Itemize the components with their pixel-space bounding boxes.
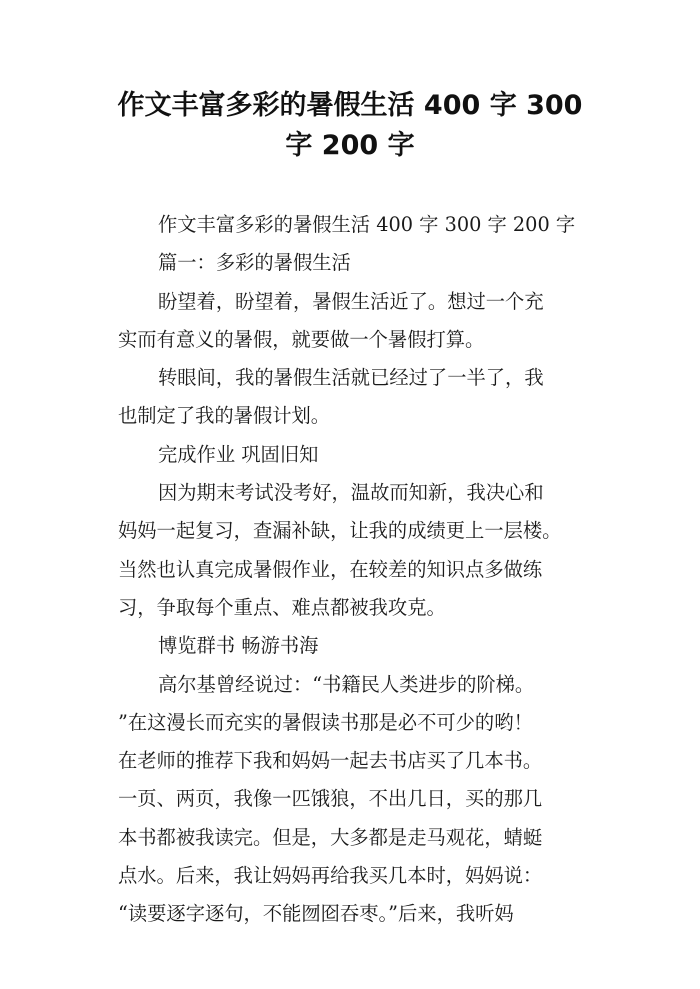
- text-line: ”在这漫长而充实的暑假读书那是必不可少的哟！: [118, 710, 533, 734]
- text-line: 高尔基曾经说过：“书籍民人类进步的阶梯。: [158, 672, 535, 696]
- title-line-2: 字 200 字: [285, 130, 415, 161]
- text-line: 当然也认真完成暑假作业，在较差的知识点多做练: [118, 557, 543, 581]
- text-line: 篇一：多彩的暑假生活: [158, 251, 351, 275]
- text-line: 转眼间，我的暑假生活就已经过了一半了，我: [158, 366, 544, 390]
- document-body: [118, 206, 588, 934]
- text-line: 完成作业 巩固旧知: [158, 442, 319, 466]
- text-line: 一页、两页，我像一匹饿狼，不出几日，买的那几: [118, 787, 543, 811]
- text-line: 点水。后来，我让妈妈再给我买几本时，妈妈说：: [118, 864, 543, 888]
- text-line: 实而有意义的暑假，就要做一个暑假打算。: [118, 327, 485, 351]
- text-line: 习，争取每个重点、难点都被我攻克。: [118, 595, 446, 619]
- text-line: 博览群书 畅游书海: [158, 634, 319, 658]
- text-line: 在老师的推荐下我和妈妈一起去书店买了几本书。: [118, 749, 543, 773]
- text-line: 也制定了我的暑假计划。: [118, 404, 331, 428]
- text-line: 妈妈一起复习，查漏补缺，让我的成绩更上一层楼。: [118, 519, 562, 543]
- text-line: 本书都被我读完。但是，大多都是走马观花，蜻蜓: [118, 825, 543, 849]
- title-line-1: 作文丰富多彩的暑假生活 400 字 300: [117, 90, 583, 121]
- text-line: “读要逐字逐句，不能囫囵吞枣。”后来，我听妈: [118, 902, 514, 926]
- text-line: 因为期末考试没考好，温故而知新，我决心和: [158, 481, 544, 505]
- text-line: 盼望着，盼望着，暑假生活近了。想过一个充: [158, 289, 544, 313]
- text-line: 作文丰富多彩的暑假生活 400 字 300 字 200 字: [158, 213, 576, 236]
- document-title: [80, 86, 620, 166]
